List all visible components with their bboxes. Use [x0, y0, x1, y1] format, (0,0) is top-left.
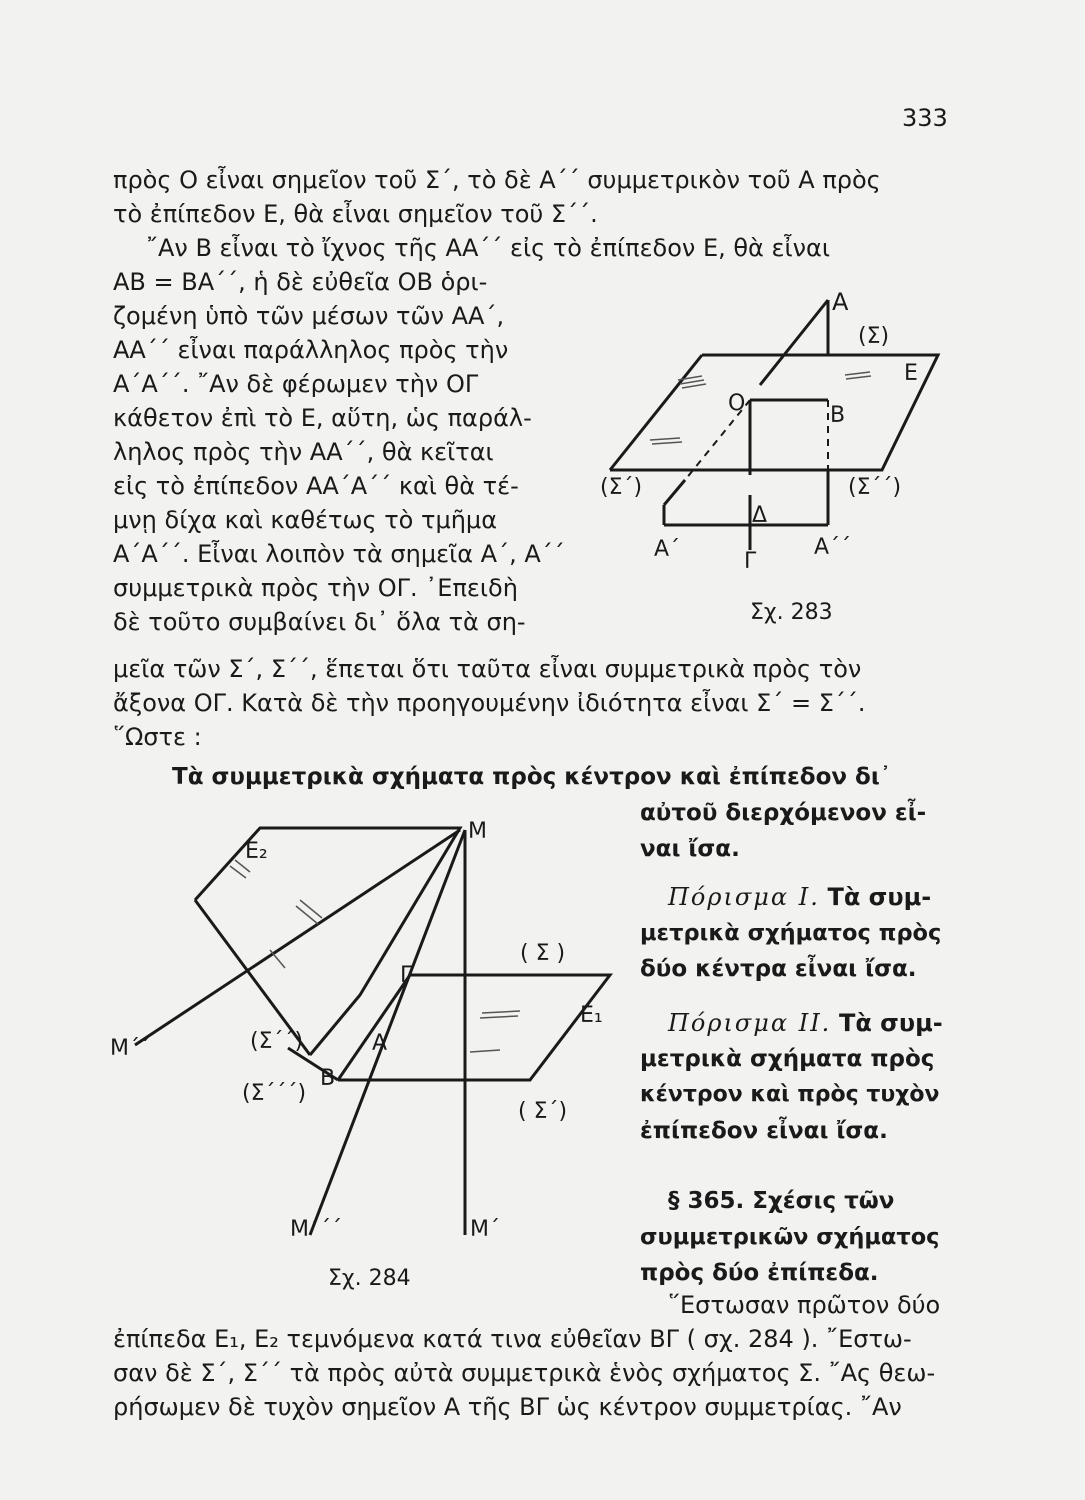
line-a-ap — [760, 300, 828, 385]
text-line: τὸ ἐπίπεδον Ε, θὰ εἶναι σημεῖον τοῦ Σ΄΄. — [113, 200, 598, 228]
hatch-mark — [270, 950, 285, 968]
text-line: κάθετον ἐπὶ τὸ Ε, αὕτη, ὡς παράλ- — [113, 404, 532, 432]
text-line: μεῖα τῶν Σ΄, Σ΄΄, ἕπεται ὅτι ταῦτα εἶναι συμμετρικὰ πρὸς τὸν — [113, 655, 862, 683]
porisma-1-label: Πόρισμα Ι. — [668, 883, 820, 911]
porisma-2-label: Πόρισμα ΙΙ. — [668, 1009, 832, 1037]
hatch-mark — [480, 1016, 518, 1018]
porisma-2-line: μετρικὰ σχήματα πρὸς — [640, 1046, 935, 1072]
label-sigma-double-prime: (Σ΄΄) — [848, 475, 902, 500]
text-line: ΑΒ = ΒΑ΄΄, ἡ δὲ εὐθεῖα ΟΒ ὁρι- — [113, 268, 488, 296]
text-line: πρὸς Ο εἶναι σημεῖον τοῦ Σ΄, τὸ δὲ Α΄΄ συμμετρικὸν τοῦ Α πρὸς — [113, 166, 881, 194]
porisma-2-line: κέντρον καὶ πρὸς τυχὸν — [640, 1082, 940, 1107]
label-a: Α — [372, 1031, 388, 1056]
text-line: ἐπίπεδα Ε₁, Ε₂ τεμνόμενα κατά τινα εὐθεῖαν ΒΓ ( σχ. 284 ). ῎Εστω- — [113, 1325, 912, 1353]
porisma-1-line — [668, 882, 931, 912]
text-line: Α΄Α΄΄. ῎Αν δὲ φέρωμεν τὴν ΟΓ — [113, 370, 479, 398]
porisma-1-line: δύο κέντρα εἶναι ἴσα. — [640, 956, 917, 982]
text-line: ΑΑ΄΄ εἶναι παράλληλος πρὸς τὴν — [113, 336, 509, 364]
porisma-1-line: μετρικὰ σχήματος πρὸς — [640, 920, 942, 946]
text-line: ληλος πρὸς τὴν ΑΑ΄΄, θὰ κεῖται — [113, 438, 494, 466]
label-a-prime: Α΄ — [654, 537, 681, 562]
text-line: ῞Ωστε : — [113, 723, 202, 751]
label-g: Γ — [744, 549, 757, 574]
text-line: ζομένη ὑπὸ τῶν μέσων τῶν ΑΑ΄, — [113, 302, 505, 330]
label-m: Μ — [468, 819, 487, 844]
hatch-mark — [650, 438, 680, 440]
text-line: Α΄Α΄΄. Εἶναι λοιπὸν τὰ σημεῖα Α΄, Α΄΄ — [113, 540, 565, 568]
hatch-mark — [682, 384, 706, 388]
label-m-triple-prime: Μ΄΄΄ — [290, 1217, 342, 1240]
label-sigma-prime: (Σ΄) — [600, 475, 643, 500]
hatch-mark — [482, 1011, 520, 1013]
text-line: σαν δὲ Σ΄, Σ΄΄ τὰ πρὸς αὐτὰ συμμετρικὰ ἑνὸς σχήματος Σ. ῎Ας θεω- — [113, 1359, 936, 1387]
section-heading: πρὸς δύο ἐπίπεδα. — [640, 1260, 879, 1286]
text-line: ῎Αν Β εἶναι τὸ ἴχνος τῆς ΑΑ΄΄ εἰς τὸ ἐπίπεδον Ε, θὰ εἶναι — [146, 234, 830, 262]
figure-283-caption: Σχ. 283 — [750, 600, 833, 625]
hatch-mark — [846, 376, 871, 379]
text-line: ἄξονα ΟΓ. Κατὰ δὲ τὴν προηγουμένην ἰδιότητα εἶναι Σ΄ = Σ΄΄. — [113, 689, 866, 717]
label-sigma-prime: ( Σ΄) — [518, 1099, 568, 1124]
porisma-1-text: Τὰ συμ- — [827, 883, 932, 911]
hatch-mark — [680, 380, 704, 384]
label-sigma: ( Σ ) — [520, 941, 566, 966]
theorem-line: ναι ἴσα. — [640, 836, 740, 862]
line-m-mppp — [310, 830, 465, 1235]
label-b: Β — [320, 1066, 336, 1091]
label-m-double-prime: Μ΄΄ — [110, 1036, 151, 1061]
line-a-ap-lower — [664, 480, 685, 505]
porisma-2-line: ἐπίπεδον εἶναι ἴσα. — [640, 1118, 888, 1144]
label-e1: Ε₁ — [580, 1003, 603, 1028]
figure-284 — [110, 800, 640, 1240]
plane-e-front — [610, 355, 938, 470]
theorem-line: Τὰ συμμετρικὰ σχήματα πρὸς κέντρον καὶ ἐπίπεδον δι᾿ — [172, 764, 892, 790]
porisma-2-text: Τὰ συμ- — [838, 1009, 943, 1037]
hatch-mark — [652, 442, 682, 444]
label-e: Ε — [904, 361, 918, 386]
label-e2: Ε₂ — [245, 839, 268, 864]
figure-283 — [590, 280, 950, 620]
label-sigma: (Σ) — [858, 324, 890, 349]
plane-e-back — [610, 355, 702, 470]
label-a: Α — [832, 288, 849, 316]
section-heading: § 365. Σχέσις τῶν — [668, 1188, 895, 1214]
section-heading: συμμετρικῶν σχήματος — [640, 1224, 940, 1250]
hatch-mark — [300, 900, 322, 918]
text-line: ρήσωμεν δὲ τυχὸν σημεῖον Α τῆς ΒΓ ὡς κέντρον συμμετρίας. ῎Αν — [113, 1393, 902, 1421]
text-line: δὲ τοῦτο συμβαίνει δι᾿ ὅλα τὰ ση- — [113, 608, 526, 636]
plane-e1 — [338, 975, 610, 1080]
label-m-prime: Μ΄ — [470, 1217, 500, 1240]
text-line: συμμετρικὰ πρὸς τὴν ΟΓ. ᾿Επειδὴ — [113, 574, 518, 602]
label-o: Ο — [728, 391, 746, 416]
theorem-line: αὐτοῦ διερχόμενον εἶ- — [640, 800, 927, 826]
label-sigma-double-prime: (Σ΄΄) — [250, 1029, 304, 1054]
porisma-2-line — [668, 1008, 943, 1038]
hatch-mark — [845, 372, 870, 375]
text-line: μνῃ δίχα καὶ καθέτως τὸ τμῆμα — [113, 506, 498, 534]
text-line: εἰς τὸ ἐπίπεδον ΑΑ΄Α΄΄ καὶ θὰ τέ- — [113, 472, 519, 500]
text-line: ῞Εστωσαν πρῶτον δύο — [668, 1291, 941, 1319]
figure-284-caption: Σχ. 284 — [328, 1266, 411, 1291]
hatch-mark — [296, 906, 318, 924]
line-mpp — [135, 830, 460, 1045]
label-d: Δ — [752, 503, 768, 528]
page-number: 333 — [902, 104, 948, 132]
label-g: Γ — [400, 963, 413, 988]
hatch-mark — [470, 1050, 500, 1052]
plane-e2 — [195, 828, 460, 1055]
label-a-double-prime: Α΄΄ — [814, 535, 852, 560]
hatch-mark — [678, 376, 702, 380]
label-b: Β — [830, 403, 846, 428]
label-sigma-triple-prime: (Σ΄΄΄) — [242, 1081, 307, 1106]
